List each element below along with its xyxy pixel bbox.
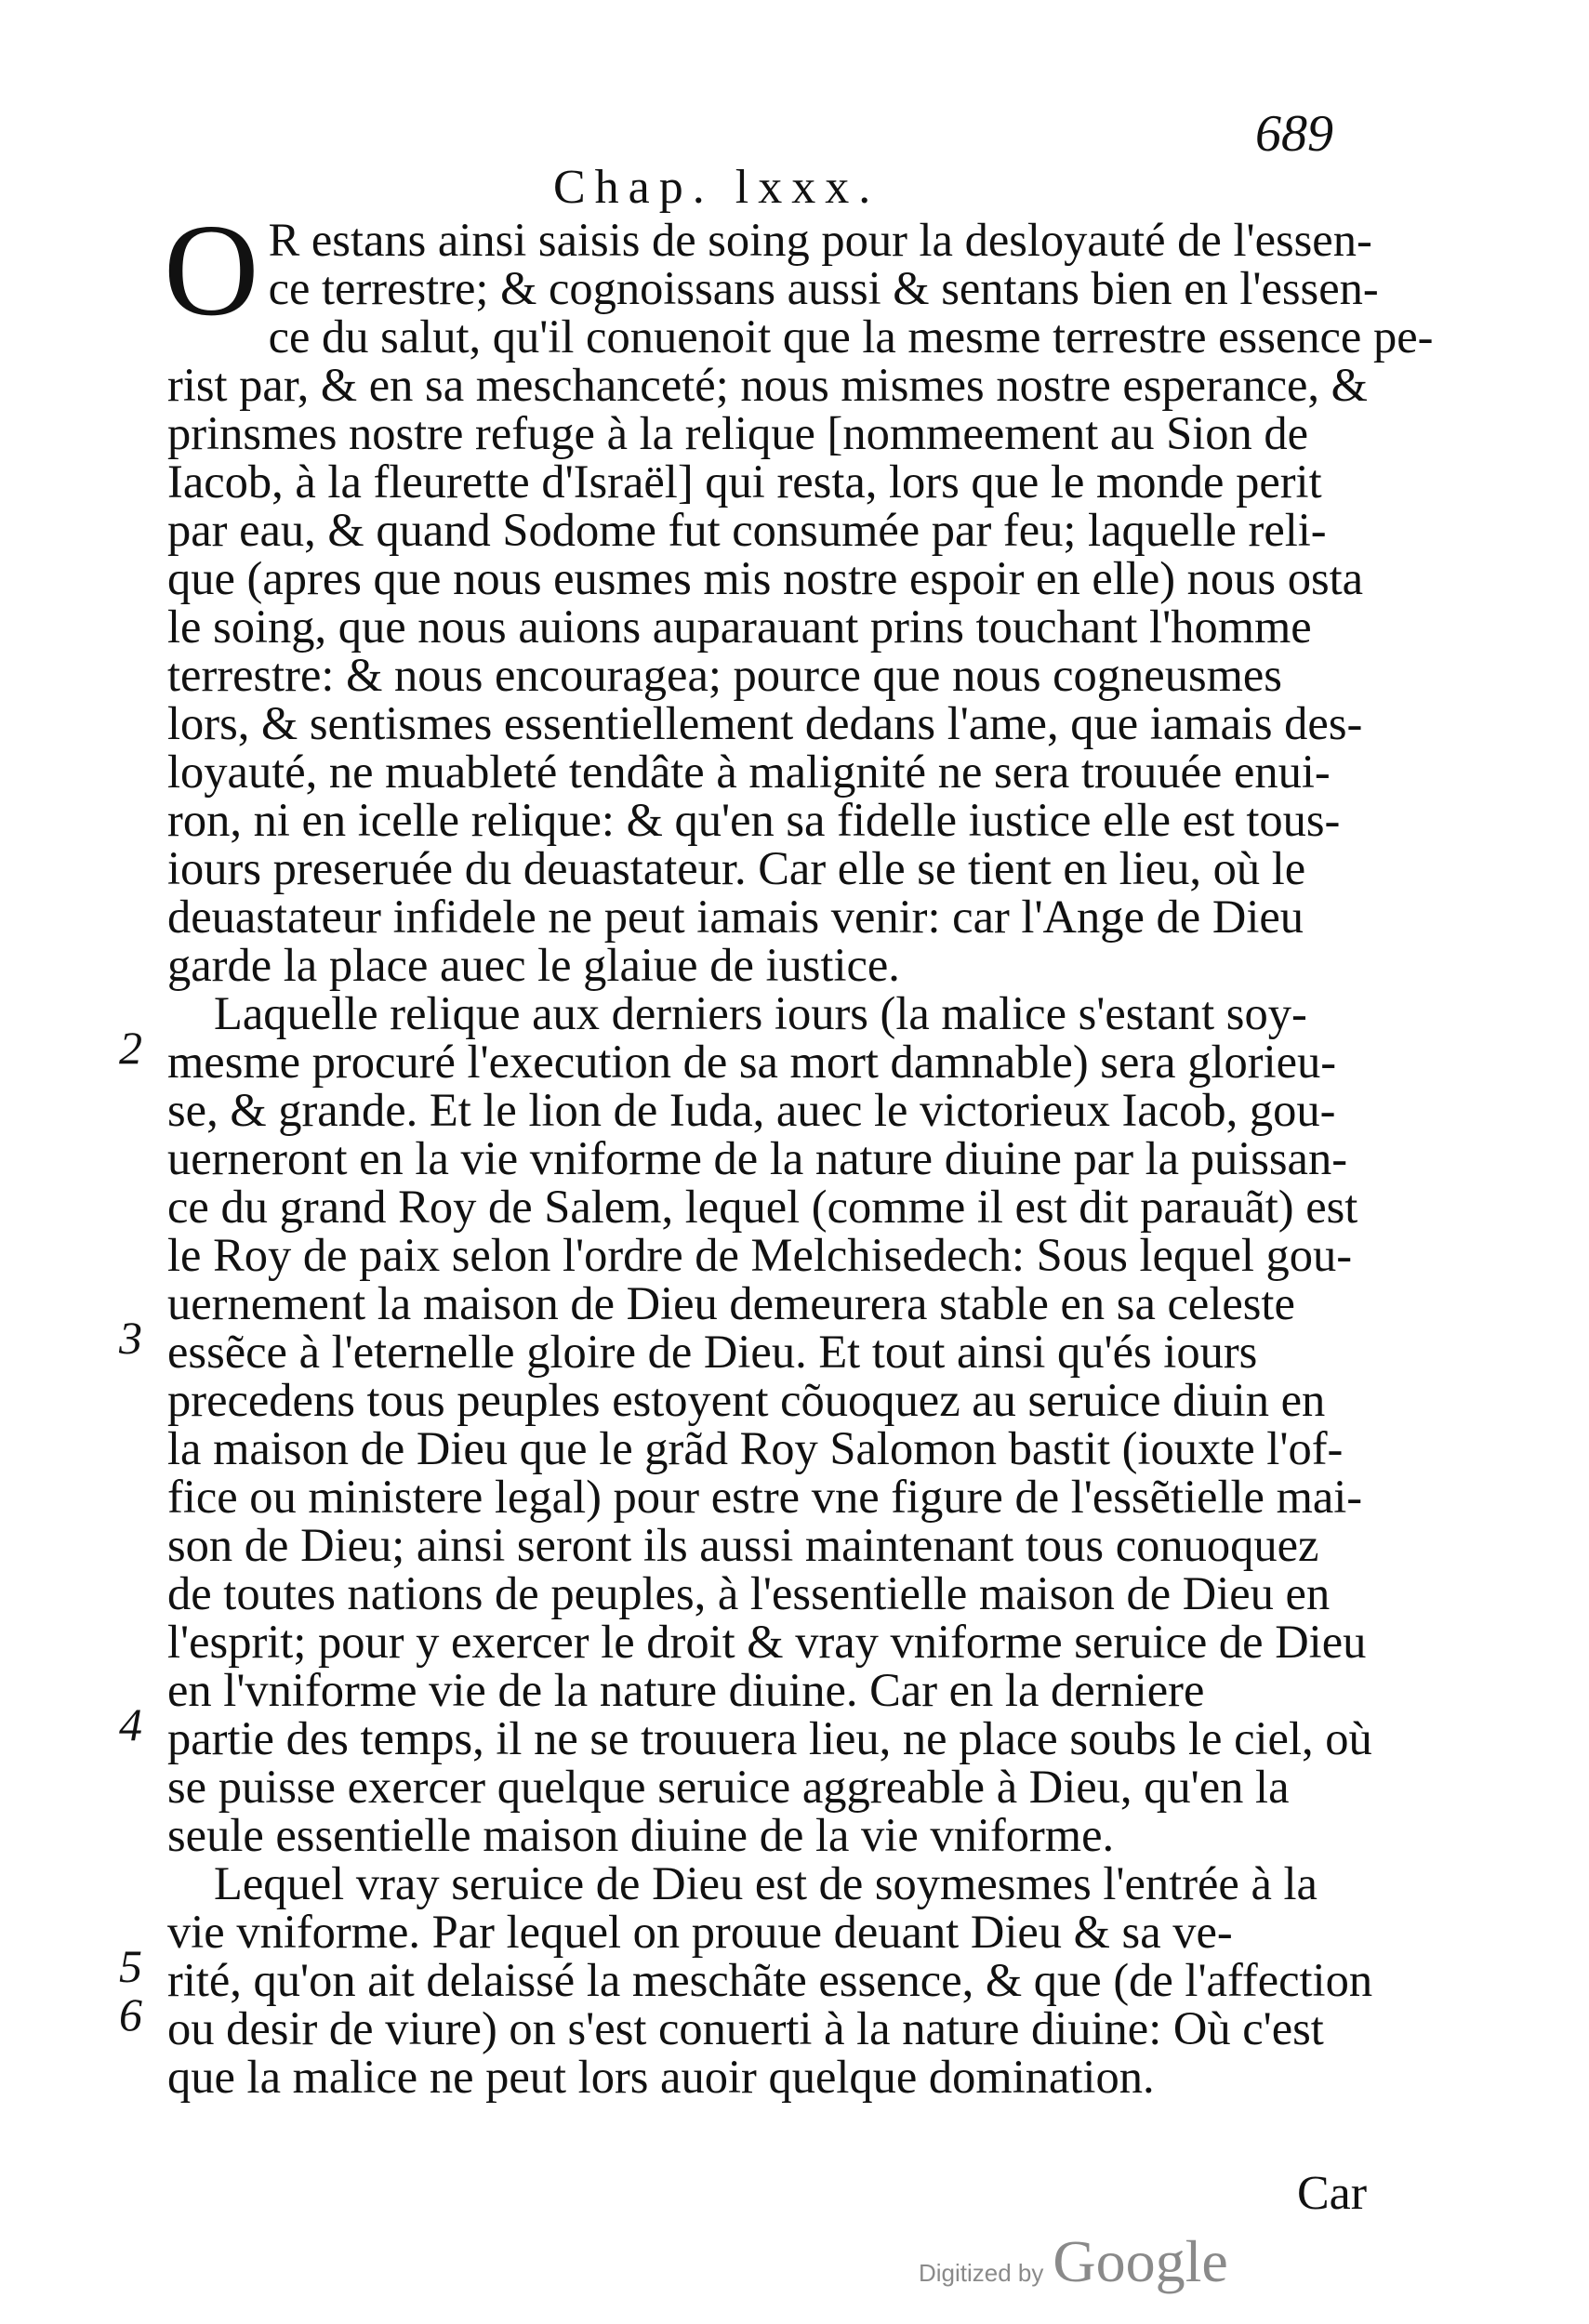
text-line: ron, ni en icelle relique: & qu'en sa fidelle iustice elle est tous- [167,794,1341,846]
text-line: que la malice ne peut lors auoir quelque domination. [167,2051,1155,2103]
paragraph-2 [167,989,1385,1859]
text-line: le Roy de paix selon l'ordre de Melchisedech: Sous lequel gou- [167,1229,1353,1281]
text-line: R estans ainsi saisis de soing pour la desloyauté de l'essen- [268,214,1372,266]
text-line: essẽce à l'eternelle gloire de Dieu. Et tout ainsi qu'és iours [167,1326,1258,1378]
text-line: Iacob, à la fleurette d'Israël] qui resta, lors que le monde perit [167,456,1322,508]
text-line: Laquelle relique aux derniers iours (la malice s'estant soy- [214,987,1307,1039]
margin-verse-numbers [0,0,167,2324]
text-line: la maison de Dieu que le grãd Roy Salomon bastit (iouxte l'of- [167,1422,1344,1474]
paragraph-3 [167,1859,1385,2101]
text-line: prinsmes nostre refuge à la relique [nommeement au Sion de [167,407,1309,459]
text-line: rist par, & en sa meschanceté; nous mismes nostre esperance, & [167,359,1368,411]
text-line: seule essentielle maison diuine de la vie vniforme. [167,1809,1115,1861]
text-line: le soing, que nous auions auparauant prins touchant l'homme [167,601,1312,653]
text-line: ce terrestre; & cognoissans aussi & sentans bien en l'essen- [268,262,1379,314]
verse-number: 2 [119,1022,142,1074]
text-line: deuastateur infidele ne peut iamais venir: car l'Ange de Dieu [167,891,1304,943]
page-number: 689 [1255,105,1333,163]
drop-cap: O [164,196,259,343]
text-line: terrestre: & nous encouragea; pource que nous cogneusmes [167,649,1282,701]
text-line: mesme procuré l'execution de sa mort damnable) sera glorieu- [167,1036,1337,1088]
text-line: l'esprit; pour y exercer le droit & vray vniforme seruice de Dieu [167,1616,1367,1668]
running-head: Chap. lxxx. [553,161,881,214]
verse-number: 5 [119,1940,142,1992]
text-line: fice ou ministere legal) pour estre vne figure de l'essẽtielle mai- [167,1471,1363,1523]
catchword: Car [1297,2167,1368,2220]
body-text [164,196,1434,2103]
text-line: iours preseruée du deuastateur. Car elle se tient en lieu, où le [167,842,1306,894]
paragraph-1 [164,196,1434,991]
text-line: uerneront en la vie vniforme de la nature diuine par la puissan- [167,1132,1348,1184]
text-line: ou desir de viure) on s'est conuerti à la nature diuine: Où c'est [167,2002,1324,2054]
verse-number: 4 [119,1698,142,1750]
text-line: rité, qu'on ait delaissé la meschãte essence, & que (de l'affection [167,1954,1373,2006]
text-line: loyauté, ne muableté tendâte à malignité ne sera trouuée enui- [167,746,1331,798]
text-line: son de Dieu; ainsi seront ils aussi maintenant tous conuoquez [167,1519,1319,1571]
text-line: lors, & sentismes essentiellement dedans l'ame, que iamais des- [167,697,1363,749]
digitized-watermark [919,2227,1228,2296]
text-line: garde la place auec le glaiue de iustice. [167,939,900,991]
text-line: ce du salut, qu'il conuenoit que la mesme terrestre essence pe- [268,310,1434,363]
verse-number: 3 [119,1312,142,1364]
verse-number: 6 [119,1988,142,2040]
google-logo: Google [1053,2228,1228,2294]
text-line: se, & grande. Et le lion de Iuda, auec le victorieux Iacob, gou- [167,1084,1336,1136]
text-line: que (apres que nous eusmes mis nostre espoir en elle) nous osta [167,552,1364,604]
text-line: uernement la maison de Dieu demeurera stable en sa celeste [167,1277,1295,1329]
text-line: partie des temps, il ne se trouuera lieu, ne place soubs le ciel, où [167,1712,1372,1764]
text-line: vie vniforme. Par lequel on prouue deuant Dieu & sa ve- [167,1906,1233,1958]
text-line: par eau, & quand Sodome fut consumée par feu; laquelle reli- [167,504,1327,556]
watermark-prefix: Digitized by [919,2259,1044,2287]
text-line: precedens tous peuples estoyent cõuoquez au seruice diuin en [167,1374,1326,1426]
text-line: en l'vniforme vie de la nature diuine. Car en la derniere [167,1664,1205,1716]
text-line: de toutes nations de peuples, à l'essentielle maison de Dieu en [167,1567,1331,1619]
text-line: Lequel vray seruice de Dieu est de soymesmes l'entrée à la [214,1857,1318,1909]
text-line: se puisse exercer quelque seruice aggreable à Dieu, qu'en la [167,1761,1290,1813]
text-line: ce du grand Roy de Salem, lequel (comme il est dit parauãt) est [167,1181,1358,1233]
